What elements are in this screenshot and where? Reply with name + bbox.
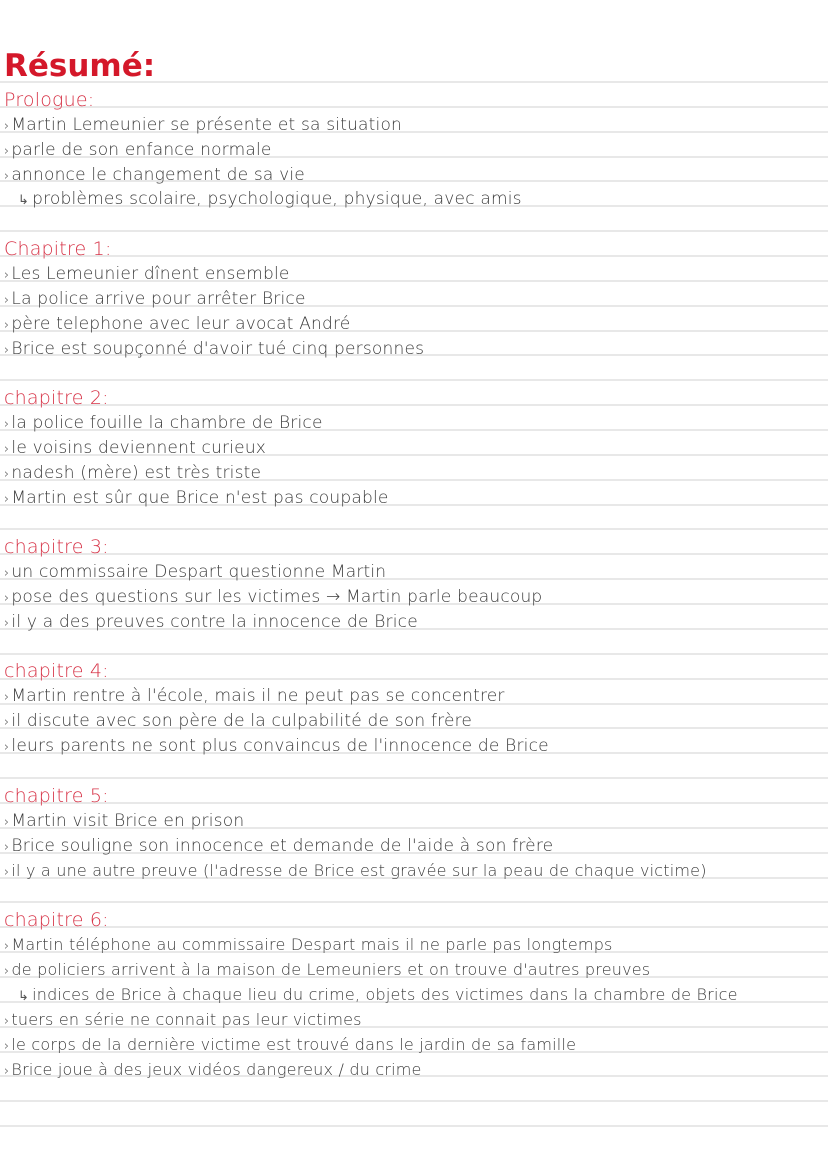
- bullet-icon: ›: [4, 268, 10, 283]
- list-item: › le corps de la dernière victime est trouvé dans le jardin de sa famille: [4, 1035, 577, 1054]
- list-item: › nadesh (mère) est très triste: [4, 463, 262, 483]
- bullet-icon: ›: [4, 492, 10, 507]
- list-item: › pose des questions sur les victimes → Martin parle beaucoup: [4, 587, 543, 607]
- list-item: › la police fouille la chambre de Brice: [4, 413, 323, 433]
- list-item: › père telephone avec leur avocat André: [4, 314, 351, 334]
- list-item: › il y a des preuves contre la innocence de Brice: [4, 612, 418, 632]
- bullet-icon: ›: [4, 119, 10, 134]
- list-item: › leurs parents ne sont plus convaincus de l'innocence de Brice: [4, 736, 549, 756]
- ruled-line: [0, 553, 828, 555]
- list-item: › un commissaire Despart questionne Martin: [4, 562, 387, 582]
- list-item: › Martin rentre à l'école, mais il ne peut pas se concentrer: [4, 686, 505, 706]
- bullet-icon: ›: [4, 417, 10, 432]
- bullet-icon: ›: [4, 293, 10, 308]
- list-item: › La police arrive pour arrêter Brice: [4, 289, 306, 309]
- ruled-line: [0, 528, 828, 530]
- bullet-icon: ›: [4, 566, 10, 581]
- bullet-icon: ›: [4, 318, 10, 333]
- section-heading-chapitre-2: chapitre 2:: [4, 387, 109, 409]
- list-item: › de policiers arrivent à la maison de Lemeuniers et on trouve d'autres preuves: [4, 960, 651, 979]
- section-heading-chapitre-4: chapitre 4:: [4, 660, 109, 682]
- page-title: Résumé:: [4, 48, 156, 84]
- section-heading-chapitre-3: chapitre 3:: [4, 536, 109, 558]
- bullet-icon: ›: [4, 964, 10, 979]
- sub-arrow-icon: ↳: [18, 989, 30, 1004]
- bullet-icon: ›: [4, 840, 10, 855]
- bullet-icon: ›: [4, 144, 10, 159]
- bullet-icon: ›: [4, 442, 10, 457]
- bullet-icon: ›: [4, 1039, 10, 1054]
- list-item: › Brice souligne son innocence et demande de l'aide à son frère: [4, 836, 554, 856]
- ruled-line: [0, 678, 828, 680]
- bullet-icon: ›: [4, 343, 10, 358]
- bullet-icon: ›: [4, 169, 10, 184]
- list-item: › il discute avec son père de la culpabilité de son frère: [4, 711, 473, 731]
- ruled-line: [0, 777, 828, 779]
- list-item: › Martin téléphone au commissaire Despart mais il ne parle pas longtemps: [4, 935, 613, 954]
- bullet-icon: ›: [4, 740, 10, 755]
- section-heading-prologue: Prologue:: [4, 89, 95, 111]
- ruled-line: [0, 901, 828, 903]
- sub-arrow-icon: ↳: [18, 193, 30, 208]
- ruled-line: [0, 653, 828, 655]
- ruled-line: [0, 802, 828, 804]
- list-item: › parle de son enfance normale: [4, 140, 272, 160]
- section-heading-chapitre-5: chapitre 5:: [4, 785, 109, 807]
- list-item: › Martin est sûr que Brice n'est pas coupable: [4, 488, 389, 508]
- list-item: › Brice joue à des jeux vidéos dangereux / du crime: [4, 1060, 422, 1079]
- sub-list-item: ↳ indices de Brice à chaque lieu du crime, objets des victimes dans la chambre de Brice: [18, 985, 738, 1004]
- ruled-line: [0, 404, 828, 406]
- bullet-icon: ›: [4, 865, 10, 880]
- list-item: › Les Lemeunier dînent ensemble: [4, 264, 290, 284]
- bullet-icon: ›: [4, 939, 10, 954]
- list-item: › annonce le changement de sa vie: [4, 165, 305, 185]
- bullet-icon: ›: [4, 1014, 10, 1029]
- bullet-icon: ›: [4, 690, 10, 705]
- ruled-line: [0, 1100, 828, 1102]
- bullet-icon: ›: [4, 616, 10, 631]
- bullet-icon: ›: [4, 467, 10, 482]
- section-heading-chapitre-1: Chapitre 1:: [4, 238, 112, 260]
- ruled-line: [0, 230, 828, 232]
- list-item: › Martin visit Brice en prison: [4, 811, 245, 831]
- ruled-line: [0, 1125, 828, 1127]
- sub-list-item: ↳ problèmes scolaire, psychologique, physique, avec amis: [18, 189, 522, 209]
- list-item: › Brice est soupçonné d'avoir tué cinq personnes: [4, 339, 425, 359]
- bullet-icon: ›: [4, 715, 10, 730]
- ruled-line: [0, 106, 828, 108]
- section-heading-chapitre-6: chapitre 6:: [4, 909, 109, 931]
- bullet-icon: ›: [4, 591, 10, 606]
- list-item: › Martin Lemeunier se présente et sa situation: [4, 115, 403, 135]
- ruled-line: [0, 255, 828, 257]
- ruled-line: [0, 379, 828, 381]
- ruled-line: [0, 926, 828, 928]
- list-item: › tuers en série ne connait pas leur victimes: [4, 1010, 362, 1029]
- bullet-icon: ›: [4, 815, 10, 830]
- bullet-icon: ›: [4, 1064, 10, 1079]
- list-item: › le voisins deviennent curieux: [4, 438, 267, 458]
- list-item: › il y a une autre preuve (l'adresse de Brice est gravée sur la peau de chaque victime): [4, 861, 707, 880]
